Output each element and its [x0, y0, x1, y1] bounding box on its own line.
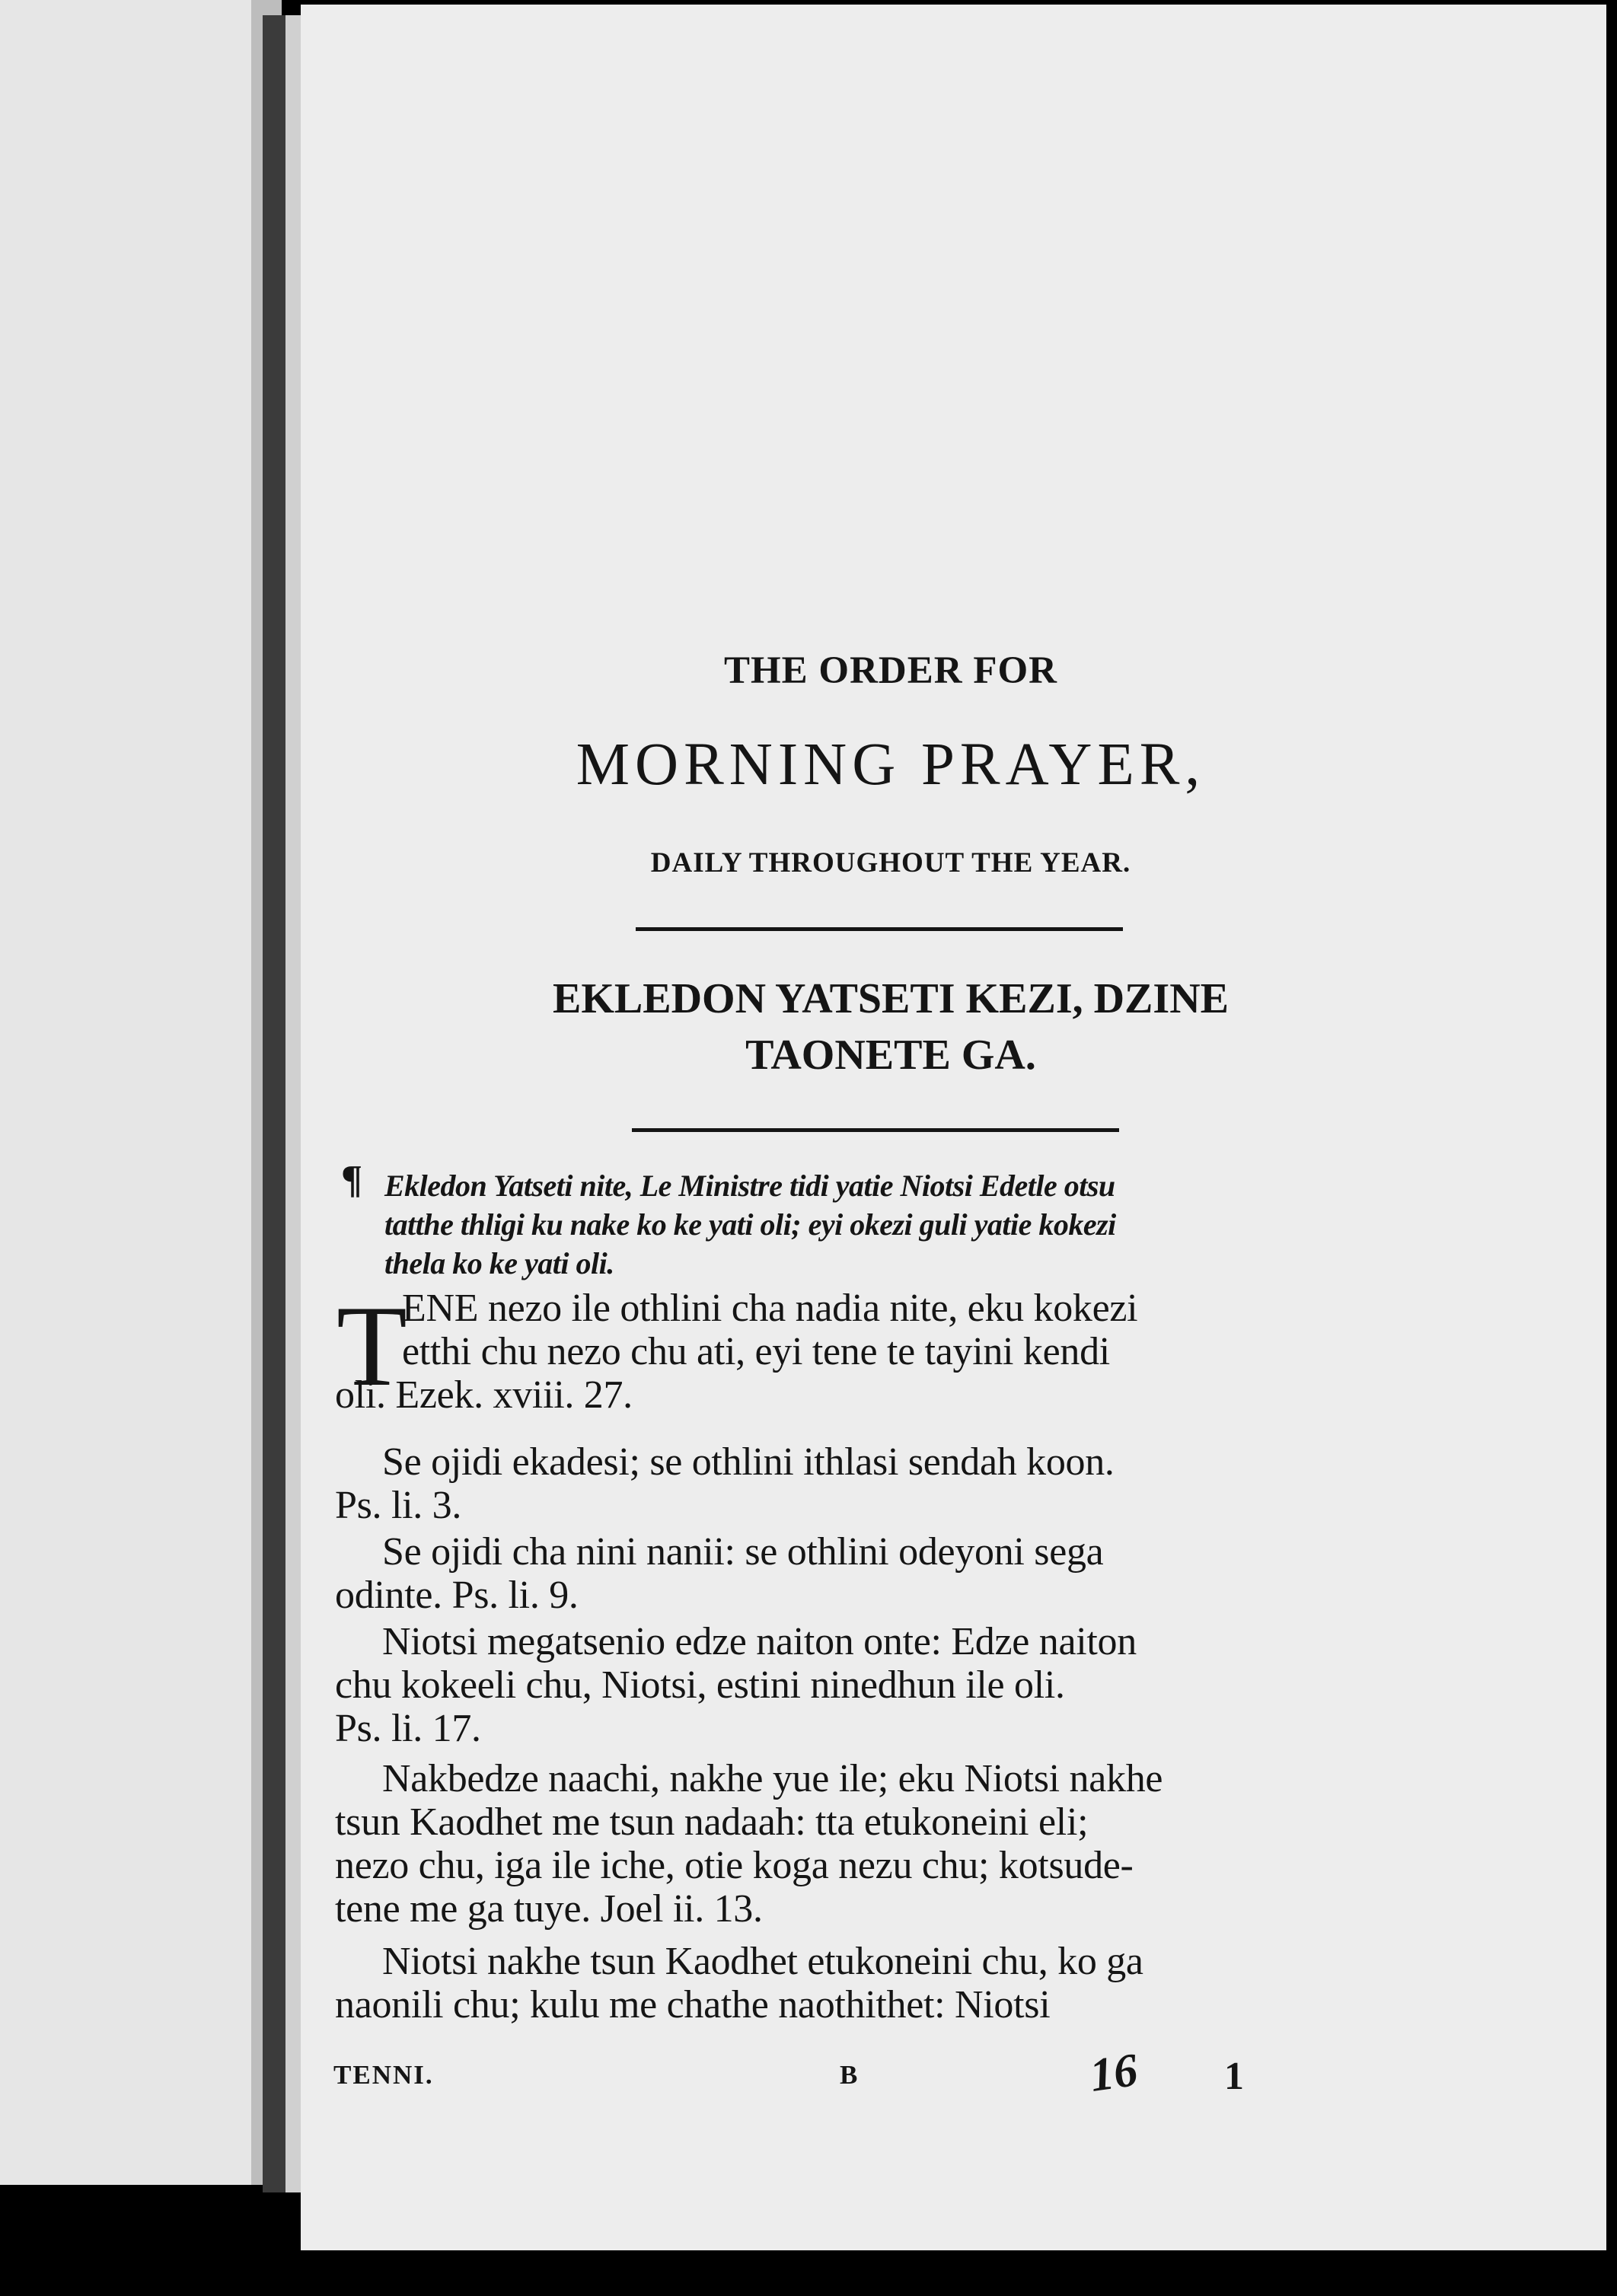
sentence-line: naonili chu; kulu me chathe naothithet: Niotsi	[335, 1983, 1051, 2027]
rubric-line: Ekledon Yatseti nite, Le Ministre tidi yatie Niotsi Edetle otsu	[384, 1169, 1115, 1203]
sentence-line: Ps. li. 17.	[335, 1707, 481, 1750]
sentence-line: tsun Kaodhet me tsun nadaah: tta etukoneini eli;	[335, 1800, 1089, 1844]
sentence-paragraph	[335, 1620, 1416, 1750]
native-title-line: EKLEDON YATSETI KEZI, DZINE	[553, 975, 1229, 1022]
page-title: MORNING PRAYER,	[576, 732, 1206, 798]
sentence-line: etthi chu nezo chu ati, eyi tene te tayini kendi	[402, 1330, 1110, 1373]
sentence-paragraph	[335, 1530, 1416, 1617]
rubric-line: tatthe thligi ku nake ko ke yati oli; eyi okezi guli yatie kokezi	[384, 1207, 1116, 1242]
sentence-line: Se ojidi ekadesi; se othlini ithlasi sendah koon.	[382, 1440, 1115, 1484]
sentence-line: ENE nezo ile othlini cha nadia nite, eku kokezi	[402, 1287, 1138, 1330]
handwritten-annotation: 16	[1086, 2044, 1141, 2102]
sentence-paragraph	[335, 1282, 1416, 1417]
sentence-line: Nakbedze naachi, nakhe yue ile; eku Niotsi nakhe	[382, 1757, 1163, 1800]
sentence-line: Ps. li. 3.	[335, 1484, 462, 1527]
sentence-line: Se ojidi cha nini nanii: se othlini odeyoni sega	[382, 1530, 1104, 1574]
divider-rule	[636, 927, 1123, 931]
native-title	[457, 971, 1325, 1083]
sentence-line: Niotsi megatsenio edze naiton onte: Edze naiton	[382, 1620, 1137, 1663]
scan-border	[0, 2253, 1617, 2296]
pilcrow-icon: ¶	[341, 1158, 363, 1201]
native-title-line: TAONETE GA.	[745, 1032, 1036, 1079]
sentence-line: tene me ga tuye. Joel ii. 13.	[335, 1887, 763, 1931]
page-number: 1	[1224, 2055, 1244, 2098]
sentence-line: Niotsi nakhe tsun Kaodhet etukoneini chu, ko ga	[382, 1940, 1143, 1983]
signature-letter: B	[840, 2060, 858, 2090]
facing-page-edge	[0, 0, 251, 2185]
sentence-line: odinte. Ps. li. 9.	[335, 1574, 579, 1617]
sentence-line: oli. Ezek. xviii. 27.	[335, 1373, 633, 1417]
book-gutter	[263, 15, 285, 2192]
sentence-paragraph	[335, 1757, 1416, 1931]
sentence-line: nezo chu, iga ile iche, otie koga nezu chu; kotsude-	[335, 1844, 1134, 1887]
printer-signature: TENNI.	[333, 2060, 434, 2090]
rubric-line: thela ko ke yati oli.	[384, 1246, 614, 1280]
rubric	[384, 1166, 1405, 1283]
sentence-paragraph	[335, 1940, 1416, 2027]
page-subtitle: DAILY THROUGHOUT THE YEAR.	[650, 847, 1131, 879]
order-heading: THE ORDER FOR	[723, 649, 1058, 692]
drop-cap: T	[336, 1282, 407, 1410]
divider-rule	[632, 1128, 1119, 1132]
sentence-line: chu kokeeli chu, Niotsi, estini ninedhun ile oli.	[335, 1663, 1065, 1707]
sentence-paragraph	[335, 1440, 1416, 1527]
